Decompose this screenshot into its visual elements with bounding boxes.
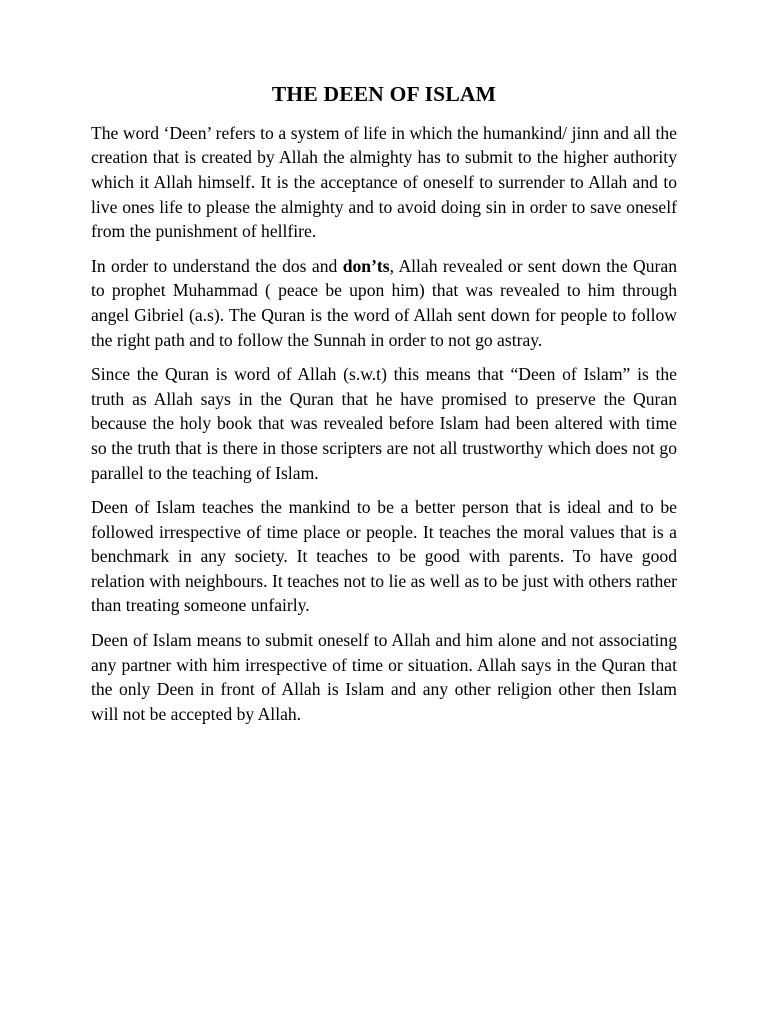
document-body [91,82,677,726]
paragraph-2-text-before-bold: In order to understand the dos and [91,255,343,276]
paragraph-5: Deen of Islam means to submit oneself to Allah and him alone and not associating any partner with him irrespective of time or situation. Allah says in the Quran that the only Deen in front of Allah is Islam and any other religion other then Islam will not be accepted by Allah. [91,630,677,724]
paragraph-2-bold-term: don’ts [342,255,390,276]
paragraph-3: Since the Quran is word of Allah (s.w.t) this means that “Deen of Islam” is the truth as Allah says in the Quran that he have promised to preserve the Quran because the holy book that was revealed before Islam had been altered with time so the truth that is there in those scripters are not all trustworthy which does not go parallel to the teaching of Islam. [91,364,677,483]
paragraph-1: The word ‘Deen’ refers to a system of life in which the humankind/ jinn and all the creation that is created by Allah the almighty has to submit to the higher authority which it Allah himself. It is the acceptance of oneself to surrender to Allah and to live ones life to please the almighty and to avoid doing sin in order to save oneself from the punishment of hellfire. [91,122,677,242]
paragraph-4: Deen of Islam teaches the mankind to be a better person that is ideal and to be followed irrespective of time place or people. It teaches the moral values that is a benchmark in any society. It teaches to be good with parents. To have good relation with neighbours. It teaches not to lie as well as to be just with others rather than treating someone unfairly. [91,497,677,616]
page-title: THE DEEN OF ISLAM [271,82,497,106]
paragraph-2 [91,254,677,352]
paragraph-2-text-after-bold: , Allah revealed or sent down the Quran to prophet Muhammad ( peace be upon him) that was revealed to him through angel Gibriel (a.s). The Quran is the word of Allah sent down for people to follow the right path and to follow the Sunnah in order to not go astray. [91,255,677,350]
